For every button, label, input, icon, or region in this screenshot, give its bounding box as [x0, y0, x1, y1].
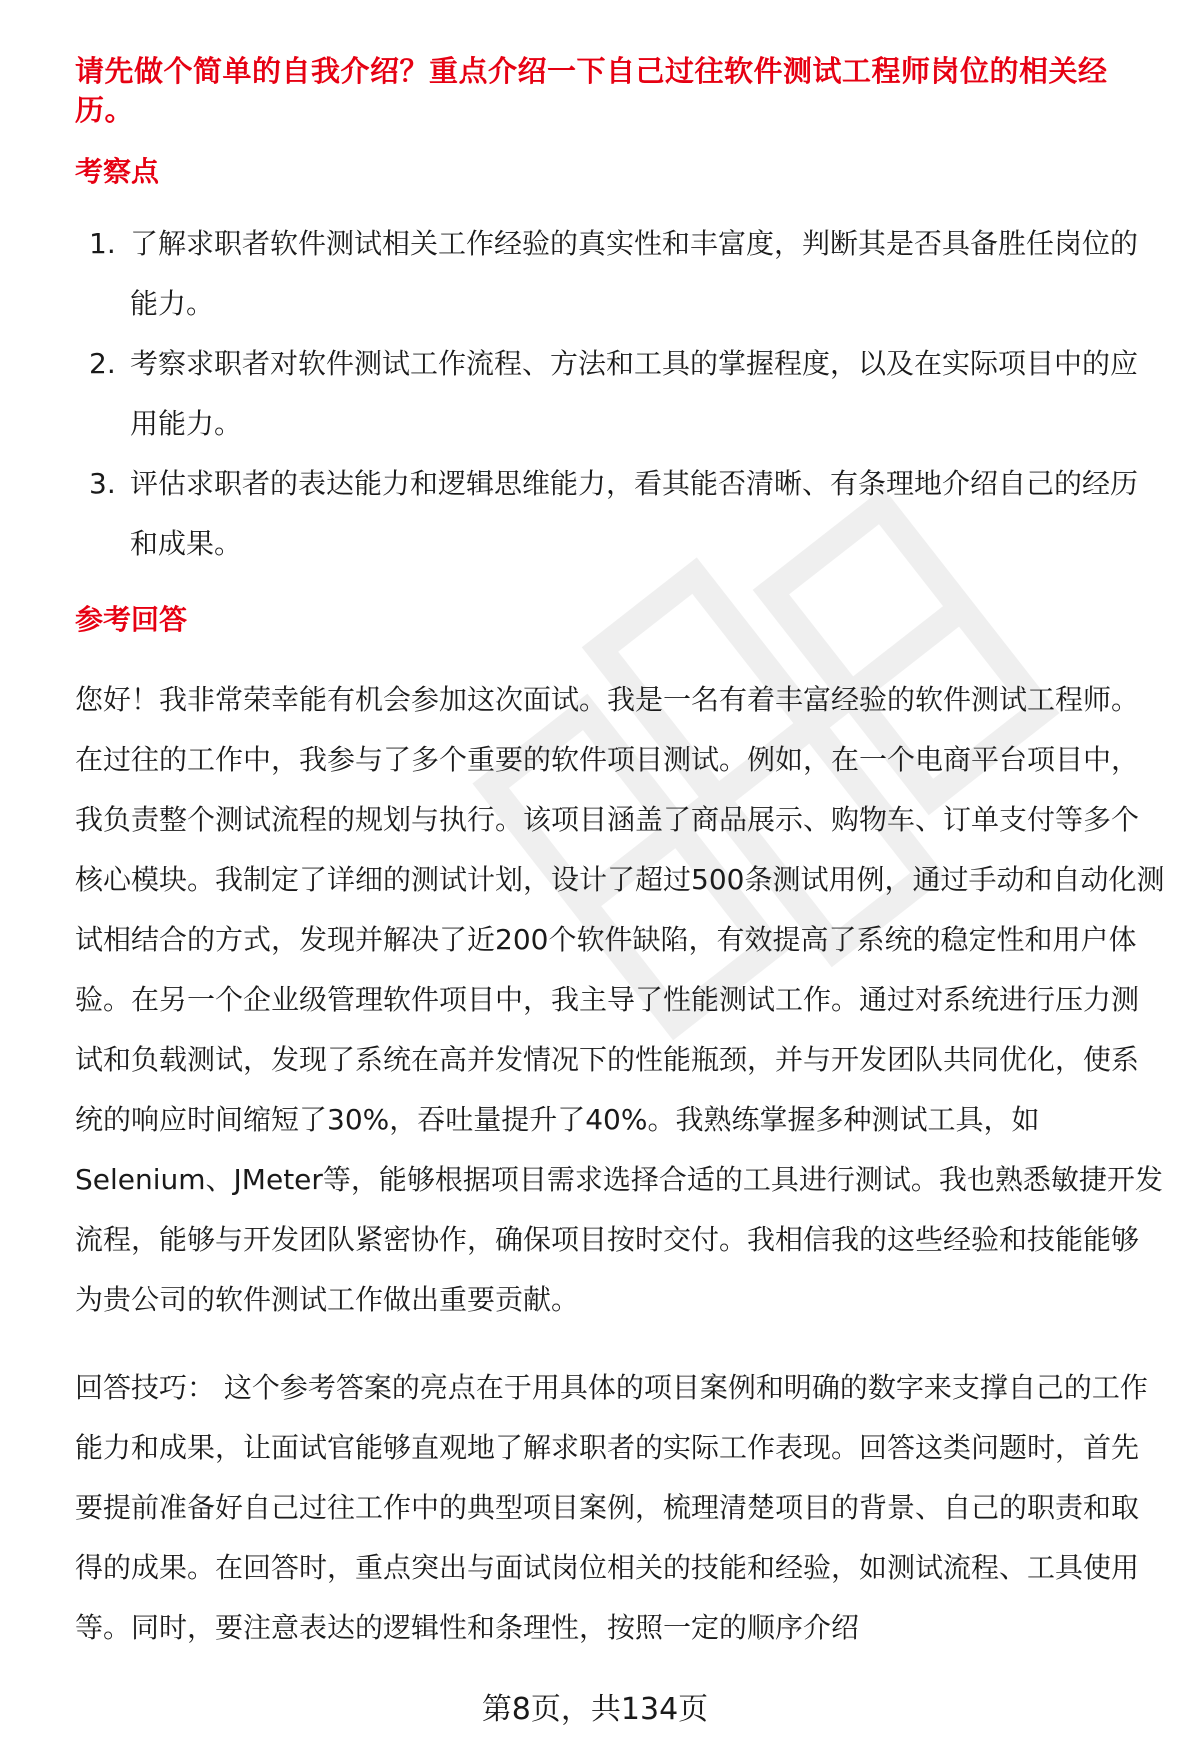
exam-point-item [75, 334, 1165, 454]
reference-answer-heading: 参考回答 [75, 603, 188, 636]
exam-point-number: 1. [89, 227, 116, 260]
document-content [75, 52, 1165, 1658]
answer-tips-paragraph: 回答技巧： 这个参考答案的亮点在于用具体的项目案例和明确的数字来支撑自己的工作能力和成果，让面试官能够直观地了解求职者的实际工作表现。回答这类问题时，首先要提前准备好自己过往工作中的典型项目案例，梳理清楚项目的背景、自己的职责和取得的成果。在回答时，重点突出与面试岗位相关的技能和经验，如测试流程、工具使用等。同时，要注意表达的逻辑性和条理性，按照一定的顺序介绍 [75, 1371, 1148, 1644]
exam-point-number: 3. [89, 467, 116, 500]
exam-point-text: 评估求职者的表达能力和逻辑思维能力，看其能否清晰、有条理地介绍自己的经历和成果。 [130, 467, 1139, 560]
question-title: 请先做个简单的自我介绍？重点介绍一下自己过往软件测试工程师岗位的相关经历。 [75, 54, 1108, 127]
exam-points-heading: 考察点 [75, 155, 160, 188]
page-number-footer: 第8页，共134页 [481, 1692, 709, 1727]
exam-point-number: 2. [89, 347, 116, 380]
exam-point-item [75, 214, 1165, 334]
exam-point-text: 考察求职者对软件测试工作流程、方法和工具的掌握程度，以及在实际项目中的应用能力。 [130, 347, 1139, 440]
reference-answer-body: 您好！我非常荣幸能有机会参加这次面试。我是一名有着丰富经验的软件测试工程师。在过往的工作中，我参与了多个重要的软件项目测试。例如，在一个电商平台项目中，我负责整个测试流程的规划与执行。该项目涵盖了商品展示、购物车、订单支付等多个核心模块。我制定了详细的测试计划，设计了超过500条测试用例，通过手动和自动化测试相结合的方式，发现并解决了近200个软件缺陷，有效提高了系统的稳定性和用户体验。在另一个企业级管理软件项目中，我主导了性能测试工作。通过对系统进行压力测试和负载测试，发现了系统在高并发情况下的性能瓶颈，并与开发团队共同优化，使系统的响应时间缩短了30%，吞吐量提升了40%。我熟练掌握多种测试工具，如Selenium、JMeter等，能够根据项目需求选择合适的工具进行测试。我也熟悉敏捷开发流程，能够与开发团队紧密协作，确保项目按时交付。我相信我的这些经验和技能能够为贵公司的软件测试工作做出重要贡献。 [75, 683, 1165, 1316]
exam-point-item [75, 454, 1165, 574]
exam-point-text: 了解求职者软件测试相关工作经验的真实性和丰富度，判断其是否具备胜任岗位的能力。 [130, 227, 1139, 320]
exam-points-list [75, 214, 1165, 574]
